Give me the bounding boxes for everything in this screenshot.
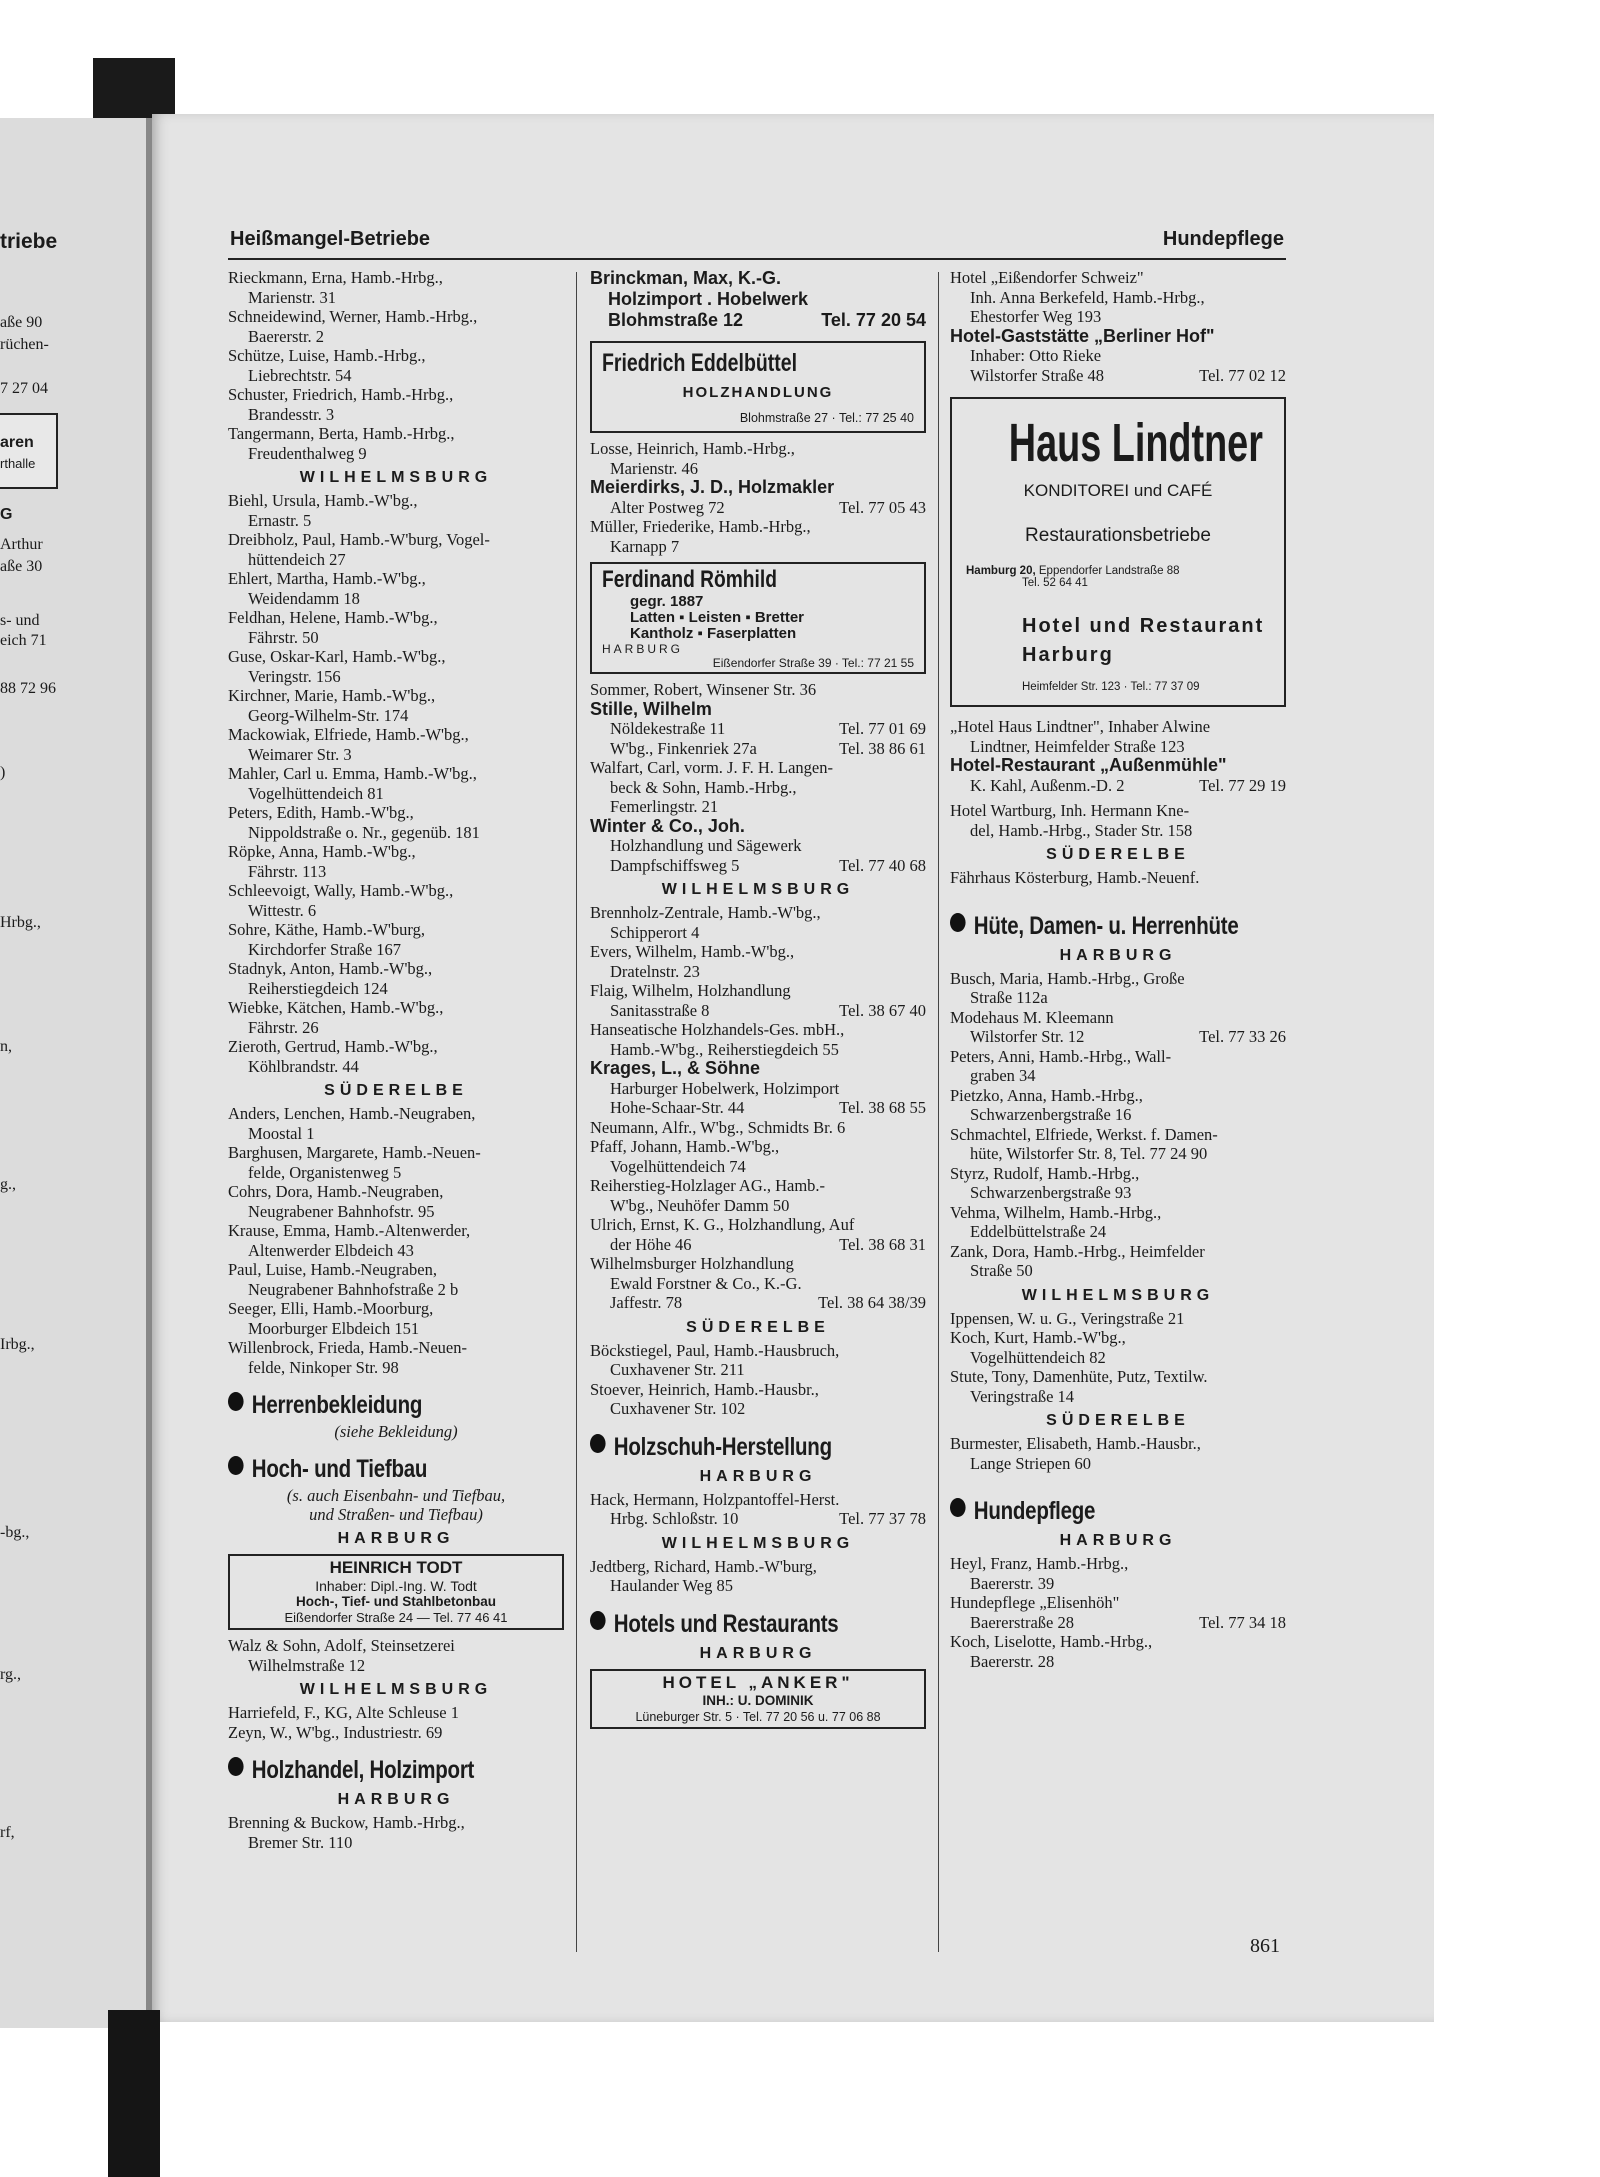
section-heading: Hotels und Restaurants [590, 1610, 866, 1639]
left-fragment: rg., [0, 1666, 22, 1683]
ad-heinrich-todt: HEINRICH TODT Inhaber: Dipl.-Ing. W. Todt Hoch-, Tief- und Stahlbetonbau Eißendorfer Straße 24 — Tel. 77 46 41 [228, 1554, 564, 1630]
left-fragment: triebe [0, 230, 58, 253]
list-item: Hanseatische Holzhandels-Ges. mbH., Hamb.-W'bg., Reiherstiegdeich 55 [590, 1020, 845, 1059]
list-item: Wilhelmsburger Holzhandlung Ewald Forstner & Co., K.-G. Jaffestr. 78 Tel. 38 64 38/39 [590, 1254, 926, 1312]
left-fragment: aße 30 [0, 558, 43, 575]
list-item: Hotel „Eißendorfer Schweiz" Inh. Anna Berkefeld, Hamb.-Hrbg., Ehestorfer Weg 193 [950, 268, 1205, 326]
list-item: Styrz, Rudolf, Hamb.-Hrbg., Schwarzenbergstraße 93 [950, 1163, 1140, 1202]
ad-haus-lindtner: Haus Lindtner KONDITOREI und CAFÉ Restaurationsbetriebe Hamburg 20, Eppendorfer Landstraße 88 Tel. 52 64 41 Hotel und Restaurant Harburg Heimfelder Str. 123 · Tel.: 77 37 09 [950, 397, 1286, 707]
district-heading: HARBURG [337, 1530, 455, 1547]
list-item: Busch, Maria, Hamb.-Hrbg., Große Straße 112a [950, 968, 1185, 1007]
list-item: Zank, Dora, Hamb.-Hrbg., Heimfelder Straße 50 [950, 1241, 1205, 1280]
left-fragment: rüchen- [0, 336, 49, 353]
left-fragment: rthalle [0, 456, 36, 471]
page-header [228, 228, 1286, 260]
section-heading: Hundepflege [950, 1497, 1226, 1526]
bullet-icon [228, 1757, 244, 1776]
list-item: Stadnyk, Anton, Hamb.-W'bg., Reiherstiegdeich 124 [228, 959, 433, 998]
district-heading: WILHELMSBURG [299, 1681, 493, 1698]
column-3 [950, 268, 1286, 1671]
list-item: Brennholz-Zentrale, Hamb.-W'bg., Schipperort 4 [590, 903, 821, 942]
list-item: Zeyn, W., W'bg., Industriestr. 69 [228, 1722, 443, 1742]
district-heading: HARBURG [1059, 1532, 1177, 1549]
list-item: Koch, Liselotte, Hamb.-Hrbg., Baererstr. 28 [950, 1632, 1153, 1671]
district-heading: WILHELMSBURG [299, 469, 493, 486]
section-heading: Hoch- und Tiefbau [228, 1455, 504, 1484]
list-item: Paul, Luise, Hamb.-Neugraben, Neugrabener Bahnhofstraße 2 b [228, 1260, 459, 1299]
ad-brinckman: Brinckman, Max, K.-G. Holzimport . Hobelwerk Blohmstraße 12 Tel. 77 20 54 [590, 268, 926, 330]
list-item: Walfart, Carl, vorm. J. F. H. Langen- beck & Sohn, Hamb.-Hrbg., Femerlingstr. 21 [590, 758, 833, 816]
page-number: 861 [1250, 1935, 1280, 1957]
left-fragment: G [0, 506, 13, 523]
header-left-title: Heißmangel-Betriebe [230, 228, 431, 250]
list-item: Burmester, Elisabeth, Hamb.-Hausbr., Lange Striepen 60 [950, 1434, 1201, 1473]
list-item: Anders, Lenchen, Hamb.-Neugraben, Moostal 1 [228, 1104, 476, 1143]
district-heading: SÜDERELBE [686, 1318, 830, 1336]
district-heading: WILHELMSBURG [661, 881, 855, 898]
book-spine-bottom [108, 2010, 160, 2177]
list-item: Peters, Edith, Hamb.-W'bg., Nippoldstraße o. Nr., gegenüb. 181 [228, 803, 480, 842]
list-item: Pfaff, Johann, Hamb.-W'bg., Vogelhüttendeich 74 [590, 1137, 780, 1176]
left-fragment: aren [0, 434, 34, 451]
list-item: Guse, Oskar-Karl, Hamb.-W'bg., Veringstr. 156 [228, 647, 446, 686]
district-heading: SÜDERELBE [1046, 1412, 1190, 1429]
list-item: Modehaus M. Kleemann Wilstorfer Str. 12 Tel. 77 33 26 [950, 1007, 1286, 1046]
list-item: Dreibholz, Paul, Hamb.-W'burg, Vogel- hüttendeich 27 [228, 530, 490, 569]
district-heading: WILHELMSBURG [1021, 1286, 1215, 1304]
bullet-icon [228, 1456, 244, 1475]
list-item: Heyl, Franz, Hamb.-Hrbg., Baererstr. 39 [950, 1554, 1129, 1593]
district-heading: HARBURG [699, 1644, 817, 1662]
list-item: Stute, Tony, Damenhüte, Putz, Textilw. Veringstraße 14 [950, 1367, 1208, 1406]
list-item: Losse, Heinrich, Hamb.-Hrbg., Marienstr. 46 [590, 439, 795, 478]
list-item: Wiebke, Kätchen, Hamb.-W'bg., Fährstr. 26 [228, 998, 444, 1037]
ad-roemhild: Ferdinand Römhild gegr. 1887 Latten ▪ Leisten ▪ Bretter Kantholz ▪ Faserplatten HARBURG Eißendorfer Straße 39 · Tel.: 77 21 55 [590, 562, 926, 674]
list-item: Krause, Emma, Hamb.-Altenwerder, Altenwerder Elbdeich 43 [228, 1221, 471, 1260]
left-fragment: g., [0, 1176, 16, 1193]
list-item: Neumann, Alfr., W'bg., Schmidts Br. 6 [590, 1117, 846, 1137]
list-item: Schmachtel, Elfriede, Werkst. f. Damen- hüte, Wilstorfer Str. 8, Tel. 77 24 90 [950, 1124, 1218, 1163]
left-fragment: Hrbg., [0, 914, 41, 931]
left-fragment: n, [0, 1038, 12, 1055]
list-item: Zieroth, Gertrud, Hamb.-W'bg., Köhlbrandstr. 44 [228, 1037, 438, 1076]
section-heading: Holzschuh-Herstellung [590, 1433, 866, 1462]
list-item: Mackowiak, Elfriede, Hamb.-W'bg., Weimarer Str. 3 [228, 725, 469, 764]
list-item: Walz & Sohn, Adolf, Steinsetzerei Wilhelmstraße 12 [228, 1636, 455, 1675]
list-item: Schütze, Luise, Hamb.-Hrbg., Liebrechtstr. 54 [228, 346, 426, 385]
district-heading: HARBURG [337, 1791, 455, 1808]
district-heading: SÜDERELBE [1046, 846, 1190, 863]
list-item: Koch, Kurt, Hamb.-W'bg., Vogelhüttendeich 82 [950, 1328, 1126, 1367]
district-heading: SÜDERELBE [324, 1082, 468, 1099]
column-1 [228, 268, 564, 1852]
left-fragment: 88 72 96 [0, 680, 56, 697]
list-item: Sohre, Käthe, Hamb.-W'burg, Kirchdorfer Straße 167 [228, 920, 425, 959]
list-item: Winter & Co., Joh. Holzhandlung und Sägewerk Dampfschiffsweg 5 Tel. 77 40 68 [590, 815, 926, 875]
list-item: Jedtberg, Richard, Hamb.-W'burg, Haulander Weg 85 [590, 1556, 817, 1595]
list-item: Müller, Friederike, Hamb.-Hrbg., Karnapp 7 [590, 517, 811, 556]
list-item: Schneidewind, Werner, Hamb.-Hrbg., Baererstr. 2 [228, 307, 478, 346]
section-heading: Holzhandel, Holzimport [228, 1756, 504, 1785]
list-item: „Hotel Haus Lindtner", Inhaber Alwine Lindtner, Heimfelder Straße 123 [950, 717, 1211, 756]
list-item: Vehma, Wilhelm, Hamb.-Hrbg., Eddelbüttelstraße 24 [950, 1202, 1162, 1241]
list-item: Barghusen, Margarete, Hamb.-Neuen- felde, Organistenweg 5 [228, 1143, 481, 1182]
left-fragment: Arthur [0, 536, 43, 553]
list-item: Schuster, Friedrich, Hamb.-Hrbg., Brandesstr. 3 [228, 385, 454, 424]
list-item: Ulrich, Ernst, K. G., Holzhandlung, Auf der Höhe 46 Tel. 38 68 31 [590, 1215, 926, 1254]
list-item: Tangermann, Berta, Hamb.-Hrbg., Freudenthalweg 9 [228, 424, 455, 463]
section-note: (s. auch Eisenbahn- und Tiefbau, [286, 1486, 506, 1505]
list-item: Schleevoigt, Wally, Hamb.-W'bg., Wittestr. 6 [228, 881, 454, 920]
district-heading: HARBURG [699, 1467, 817, 1485]
list-item: Hack, Hermann, Holzpantoffel-Herst. Hrbg. Schloßstr. 10 Tel. 77 37 78 [590, 1489, 926, 1528]
list-item: Biehl, Ursula, Hamb.-W'bg., Ernastr. 5 [228, 491, 418, 530]
list-item: Peters, Anni, Hamb.-Hrbg., Wall- graben 34 [950, 1046, 1172, 1085]
list-item: Feldhan, Helene, Hamb.-W'bg., Fährstr. 50 [228, 608, 438, 647]
list-item: Hundepflege „Elisenhöh" Baererstraße 28 Tel. 77 34 18 [950, 1593, 1286, 1632]
ad-eddelbuettel: Friedrich Eddelbüttel HOLZHANDLUNG Blohmstraße 27 · Tel.: 77 25 40 [590, 341, 926, 433]
bullet-icon [950, 913, 966, 932]
list-item: Ippensen, W. u. G., Veringstraße 21 [950, 1308, 1185, 1328]
left-fragment: rf, [0, 1824, 15, 1841]
list-item: Rieckmann, Erna, Hamb.-Hrbg., Marienstr. 31 [228, 268, 443, 307]
section-heading: Hüte, Damen- u. Herrenhüte [950, 912, 1226, 941]
list-item: Willenbrock, Frieda, Hamb.-Neuen- felde, Ninkoper Str. 98 [228, 1338, 467, 1377]
list-item: Pietzko, Anna, Hamb.-Hrbg., Schwarzenbergstraße 16 [950, 1085, 1143, 1124]
district-heading: WILHELMSBURG [661, 1534, 855, 1552]
bullet-icon [590, 1611, 606, 1630]
list-item: Hotel Wartburg, Inh. Hermann Kne- del, Hamb.-Hrbg., Stader Str. 158 [950, 801, 1193, 840]
list-item: Röpke, Anna, Hamb.-W'bg., Fährstr. 113 [228, 842, 416, 881]
list-item: Fährhaus Kösterburg, Hamb.-Neuenf. [950, 868, 1200, 887]
list-item: Kirchner, Marie, Hamb.-W'bg., Georg-Wilhelm-Str. 174 [228, 686, 436, 725]
bullet-icon [590, 1434, 606, 1453]
left-fragment: s- und [0, 612, 40, 629]
left-page-edge [0, 118, 146, 2028]
left-fragment: 7 27 04 [0, 380, 48, 397]
list-item: Krages, L., & Söhne Harburger Hobelwerk, Holzimport Hohe-Schaar-Str. 44 Tel. 38 68 55 [590, 1058, 926, 1117]
district-heading: HARBURG [1059, 946, 1177, 964]
list-item: Mahler, Carl u. Emma, Hamb.-W'bg., Vogelhüttendeich 81 [228, 764, 477, 803]
ad-hotel-anker: HOTEL „ANKER" INH.: U. DOMINIK Lüneburger Str. 5 · Tel. 77 20 56 u. 77 06 88 [590, 1669, 926, 1729]
list-item: Evers, Wilhelm, Hamb.-W'bg., Dratelnstr. 23 [590, 942, 795, 981]
list-item: Flaig, Wilhelm, Holzhandlung Sanitasstraße 8 Tel. 38 67 40 [590, 981, 926, 1020]
left-fragment: Irbg., [0, 1336, 35, 1353]
left-fragment: aße 90 [0, 314, 43, 331]
list-item: Hotel-Gaststätte „Berliner Hof" Inhaber: Otto Rieke Wilstorfer Straße 48 Tel. 77 02 12 [950, 325, 1286, 385]
bullet-icon [950, 1498, 966, 1517]
list-item: Harriefeld, F., KG, Alte Schleuse 1 [228, 1703, 459, 1722]
list-item: Stoever, Heinrich, Hamb.-Hausbr., Cuxhavener Str. 102 [590, 1379, 819, 1418]
list-item: Sommer, Robert, Winsener Str. 36 [590, 680, 817, 699]
list-item: Ehlert, Martha, Hamb.-W'bg., Weidendamm 18 [228, 569, 426, 608]
left-fragment: -bg., [0, 1524, 30, 1541]
left-fragment: eich 71 [0, 632, 47, 649]
column-rule [938, 272, 939, 1952]
bullet-icon [228, 1392, 244, 1411]
list-item: Seeger, Elli, Hamb.-Moorburg, Moorburger Elbdeich 151 [228, 1299, 434, 1338]
header-right-title: Hundepflege [1162, 228, 1284, 250]
list-item: Meierdirks, J. D., Holzmakler Alter Postweg 72 Tel. 77 05 43 [590, 477, 926, 517]
column-2 [590, 268, 926, 1735]
left-fragment: ) [0, 764, 6, 781]
list-item: Hotel-Restaurant „Außenmühle" K. Kahl, Außenm.-D. 2 Tel. 77 29 19 [950, 755, 1286, 795]
list-item: Reiherstieg-Holzlager AG., Hamb.- W'bg., Neuhöfer Damm 50 [590, 1176, 826, 1215]
list-item: Stille, Wilhelm Nöldekestraße 11 Tel. 77 01 69 W'bg., Finkenriek 27a Tel. 38 86 61 [590, 698, 926, 758]
section-heading: Herrenbekleidung [228, 1391, 504, 1420]
column-rule [576, 272, 577, 1952]
section-note: und Straßen- und Tiefbau) [309, 1505, 483, 1524]
list-item: Brenning & Buckow, Hamb.-Hrbg., Bremer Str. 110 [228, 1813, 465, 1852]
list-item: Cohrs, Dora, Hamb.-Neugraben, Neugrabener Bahnhofstr. 95 [228, 1182, 444, 1221]
section-note: (siehe Bekleidung) [334, 1422, 458, 1441]
list-item: Böckstiegel, Paul, Hamb.-Hausbruch, Cuxhavener Str. 211 [590, 1340, 840, 1379]
